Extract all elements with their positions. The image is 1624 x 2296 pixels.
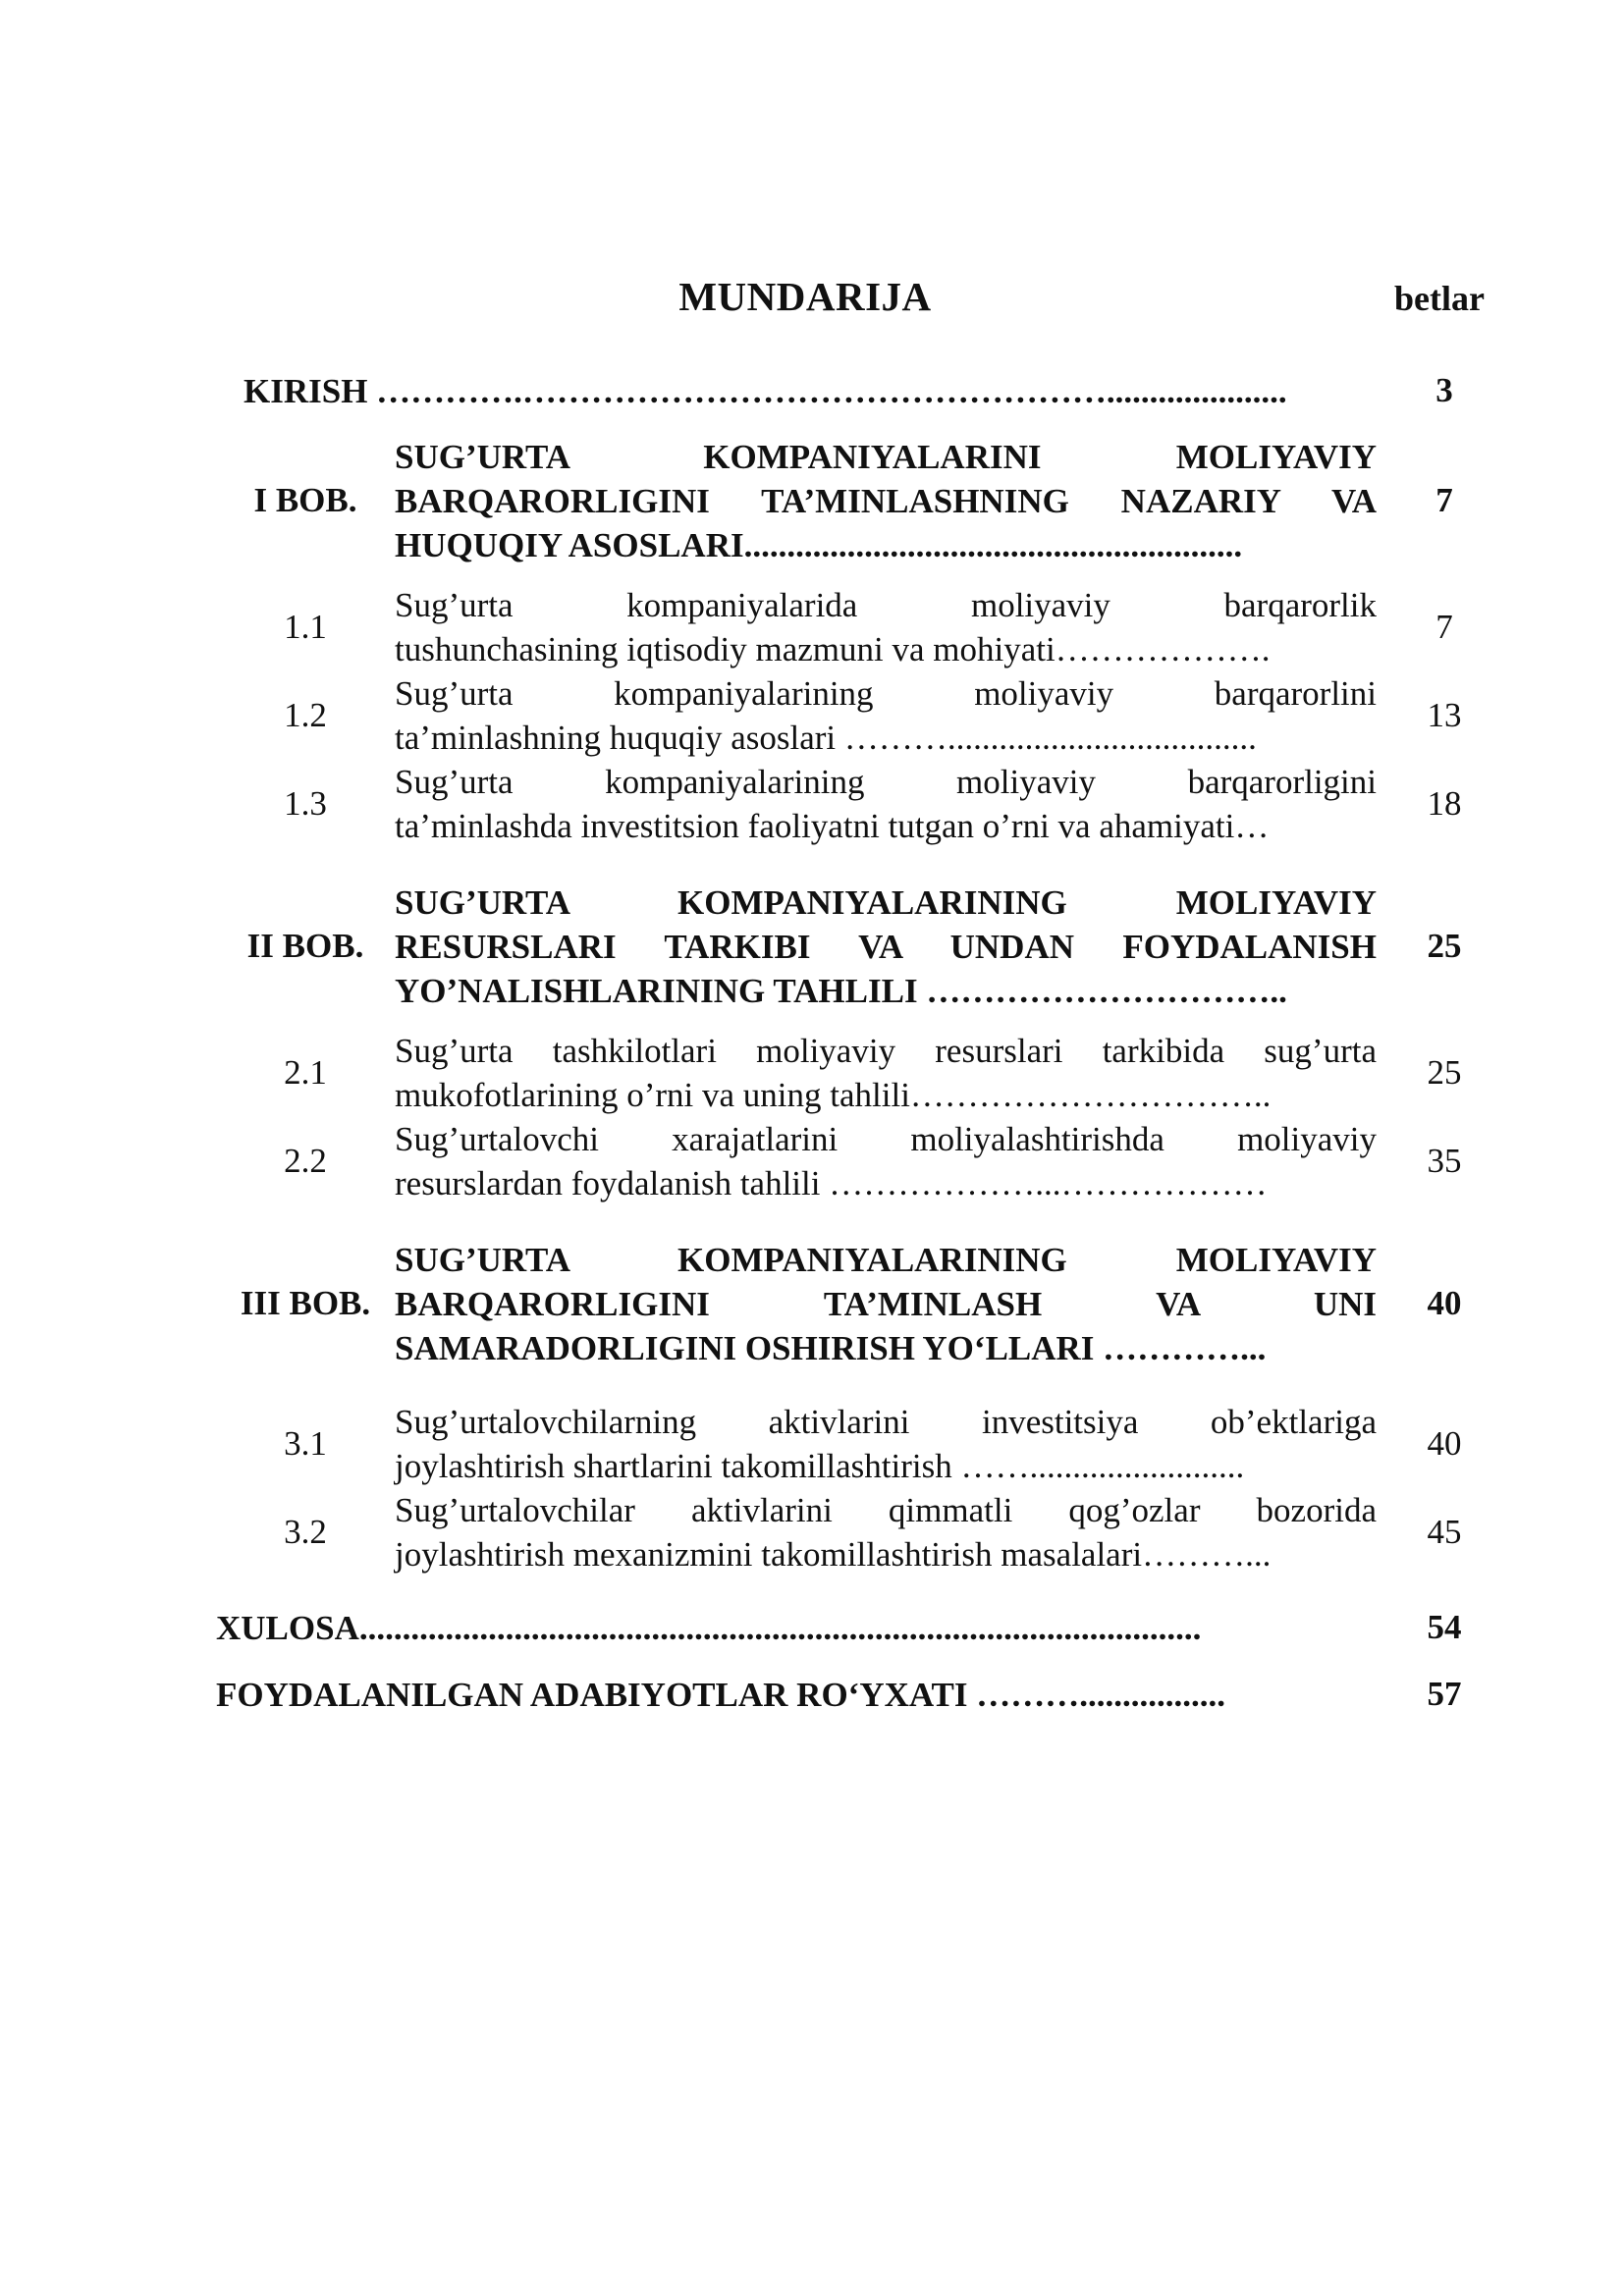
section-title-line: Sug’urtalovchi xarajatlarini moliyalashtirishda moliyaviy <box>395 1120 1377 1158</box>
section-title <box>395 1488 1377 1576</box>
chapter-label: II BOB. <box>246 927 364 965</box>
chapter-title <box>395 1238 1377 1370</box>
section-title-line: Sug’urta kompaniyalarining moliyaviy barqarorligini <box>395 763 1377 801</box>
section-page: 45 <box>1427 1513 1462 1551</box>
chapter-title-line: BARQARORLIGINI TA’MINLASHNING NAZARIY VA <box>395 481 1377 520</box>
chapter-title-line: YO’NALISHLARINING TAHLILI ………………………….. <box>395 971 1287 1010</box>
toc-entry-text: XULOSA.................................................................................................. <box>216 1608 1202 1647</box>
toc-entry-text: FOYDALANILGAN ADABIYOTLAR RO‘YXATI ………................. <box>216 1675 1226 1714</box>
chapter-title-line: SUG’URTA KOMPANIYALARINI MOLIYAVIY <box>395 437 1377 476</box>
section-title-line: ta’minlashning huquqiy asoslari ……….................................... <box>395 719 1257 757</box>
table-of-contents <box>216 361 1512 1728</box>
section-page: 25 <box>1427 1053 1462 1092</box>
toc-section-1-3 <box>216 760 1512 848</box>
section-title-line: Sug’urta kompaniyalarida moliyaviy barqarorlik <box>395 586 1377 624</box>
section-title-line: joylashtirish shartlarini takomillashtirish ……......................... <box>395 1447 1245 1485</box>
toc-section-3-2 <box>216 1488 1512 1576</box>
section-title <box>395 671 1377 760</box>
chapter-title-line: SUG’URTA KOMPANIYALARINING MOLIYAVIY <box>395 1240 1377 1279</box>
chapter-page: 40 <box>1427 1284 1462 1322</box>
section-title <box>395 583 1377 671</box>
chapter-label: III BOB. <box>240 1284 371 1322</box>
toc-entry-page: 57 <box>1427 1675 1462 1713</box>
chapter-title-line: RESURSLARI TARKIBI VA UNDAN FOYDALANISH <box>395 927 1377 966</box>
toc-chapter-2 <box>216 878 1512 1015</box>
toc-entry-page: 3 <box>1435 371 1453 409</box>
section-title <box>395 1117 1377 1205</box>
section-title-line: Sug’urta tashkilotlari moliyaviy resurslari tarkibida sug’urta <box>395 1032 1377 1070</box>
section-label: 2.1 <box>284 1053 327 1092</box>
toc-entry-conclusion <box>216 1594 1512 1661</box>
section-label: 3.2 <box>284 1513 327 1551</box>
section-title-line: resurslardan foydalanish tahlili ………………...……………… <box>395 1164 1268 1202</box>
section-title-line: Sug’urtalovchilar aktivlarini qimmatli qog’ozlar bozorida <box>395 1491 1377 1529</box>
section-page: 35 <box>1427 1142 1462 1180</box>
toc-section-1-2 <box>216 671 1512 760</box>
chapter-page: 7 <box>1435 481 1453 519</box>
toc-chapter-3 <box>216 1235 1512 1372</box>
toc-section-2-1 <box>216 1029 1512 1117</box>
section-page: 40 <box>1427 1424 1462 1463</box>
chapter-label: I BOB. <box>253 481 357 519</box>
chapter-page: 25 <box>1427 927 1462 965</box>
section-label: 1.3 <box>284 784 327 823</box>
section-title <box>395 1029 1377 1117</box>
toc-section-3-1 <box>216 1400 1512 1488</box>
section-title <box>395 1400 1377 1488</box>
section-title-line: Sug’urta kompaniyalarining moliyaviy barqarorlini <box>395 674 1377 713</box>
toc-entry-page: 54 <box>1427 1608 1462 1646</box>
toc-section-1-1 <box>216 583 1512 671</box>
section-title-line: joylashtirish mexanizmini takomillashtirish masalalari………... <box>395 1535 1272 1574</box>
section-title-line: ta’minlashda investitsion faoliyatni tutgan o’rni va ahamiyati… <box>395 807 1270 845</box>
section-page: 7 <box>1435 608 1453 646</box>
chapter-title <box>395 881 1377 1013</box>
chapter-title <box>395 435 1377 567</box>
chapter-title-line: HUQUQIY ASOSLARI.......................................................... <box>395 525 1243 564</box>
toc-chapter-1 <box>216 432 1512 569</box>
section-label: 1.2 <box>284 696 327 734</box>
section-title-line: mukofotlarining o’rni va uning tahlili………………………….. <box>395 1076 1272 1114</box>
toc-entry-introduction <box>216 361 1512 420</box>
chapter-title-line: BARQARORLIGINI TA’MINLASH VA UNI <box>395 1284 1377 1323</box>
section-title-line: Sug’urtalovchilarning aktivlarini investitsiya ob’ektlariga <box>395 1403 1377 1441</box>
section-page: 18 <box>1427 784 1462 823</box>
section-title-line: tushunchasining iqtisodiy mazmuni va mohiyati………………. <box>395 630 1271 668</box>
section-title <box>395 760 1377 848</box>
toc-heading <box>0 267 1624 326</box>
section-label: 2.2 <box>284 1142 327 1180</box>
toc-title: MUNDARIJA <box>678 274 932 319</box>
section-page: 13 <box>1427 696 1462 734</box>
toc-section-2-2 <box>216 1117 1512 1205</box>
section-label: 1.1 <box>284 608 327 646</box>
chapter-title-line: SAMARADORLIGINI OSHIRISH YO‘LLARI …………... <box>395 1328 1267 1367</box>
pages-column-label: betlar <box>1394 279 1485 318</box>
toc-entry-references <box>216 1661 1512 1728</box>
section-label: 3.1 <box>284 1424 327 1463</box>
toc-entry-text: KIRISH ………….……………………………………………..................... <box>244 371 1287 410</box>
chapter-title-line: SUG’URTA KOMPANIYALARINING MOLIYAVIY <box>395 882 1377 922</box>
